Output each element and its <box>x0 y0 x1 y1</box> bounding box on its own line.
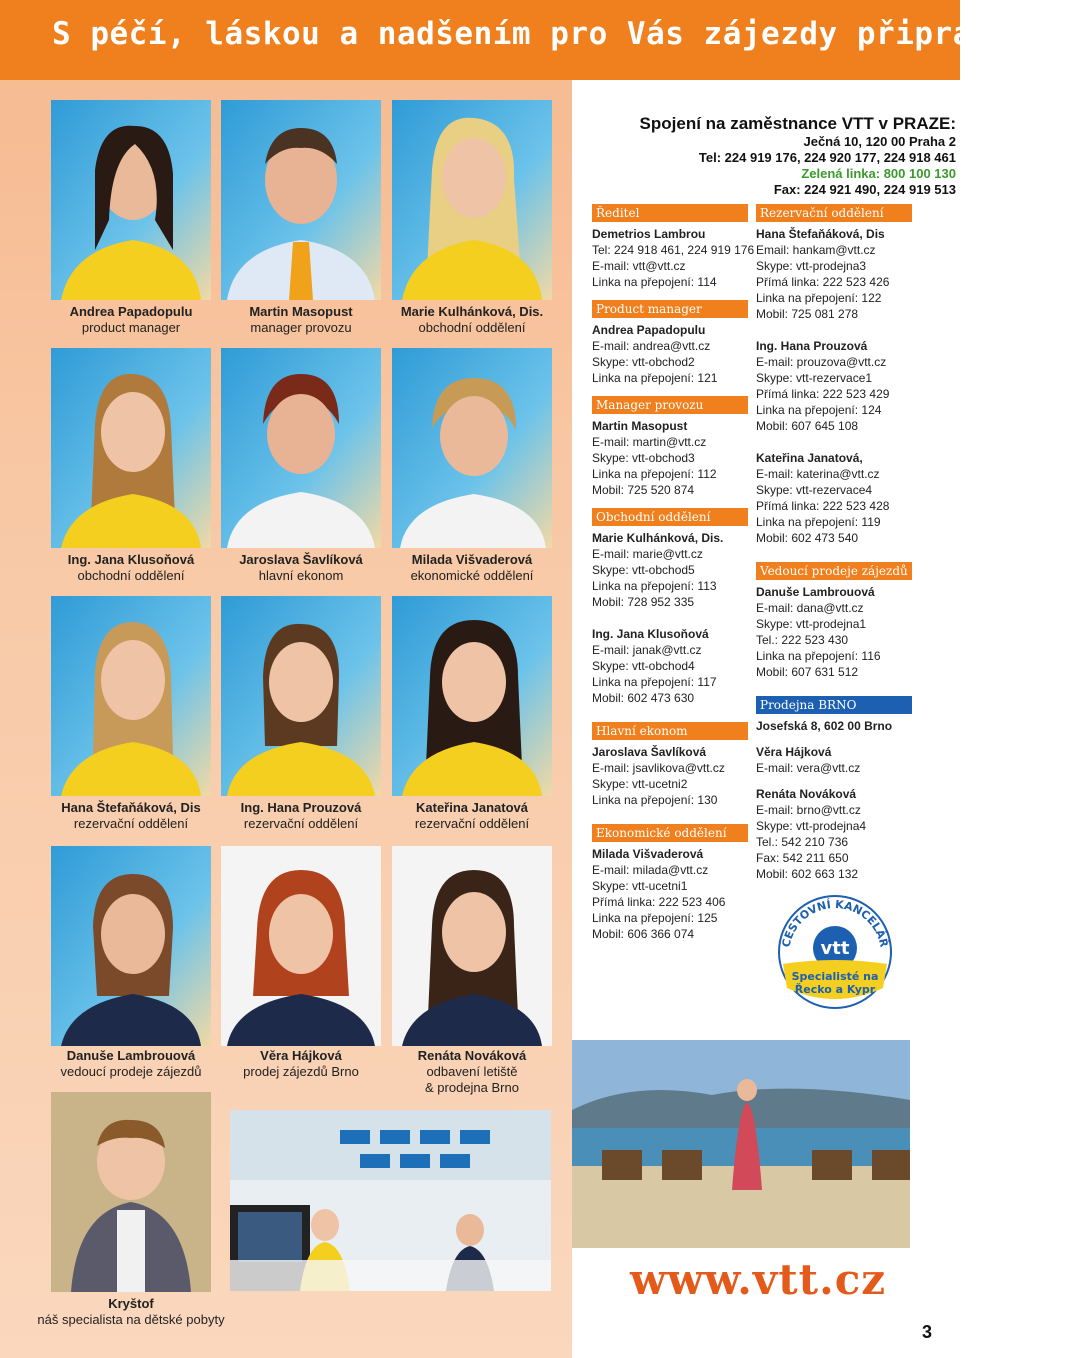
contact-line: Linka na přepojení: 130 <box>592 793 718 807</box>
contact-line: Skype: vtt-obchod2 <box>592 355 695 369</box>
contact-line: Skype: vtt-rezervace4 <box>756 483 873 497</box>
caption-katerina: Kateřina Janatová rezervační oddělení <box>414 800 530 831</box>
contact-line: E-mail: katerina@vtt.cz <box>756 467 880 481</box>
contact-line: Skype: vtt-ucetni1 <box>592 879 688 893</box>
contact-line: Fax: 542 211 650 <box>756 851 849 865</box>
contact-line: E-mail: prouzova@vtt.cz <box>756 355 887 369</box>
contact-line: Linka na přepojení: 124 <box>756 403 882 417</box>
contact-line: Skype: vtt-rezervace1 <box>756 371 873 385</box>
caption-renata: Renáta Nováková odbavení letiště & prodejna Brno <box>417 1048 527 1095</box>
contact-line: Mobil: 725 081 278 <box>756 307 859 321</box>
caption-martin: Martin Masopust manager provozu <box>249 304 353 335</box>
section-header-ekonomicke-oddeleni: Ekonomické oddělení <box>592 824 748 842</box>
contact-line: Marie Kulhánková, Dis. <box>592 531 724 545</box>
caption-krystof: Kryštof náš specialista na dětské pobyty <box>37 1296 225 1327</box>
contact-line: Kateřina Janatová, <box>756 451 863 465</box>
contacts-right-column <box>756 204 912 882</box>
photo-office-interior <box>230 1110 551 1291</box>
contact-line: Martin Masopust <box>592 419 688 433</box>
contact-line: Linka na přepojení: 121 <box>592 371 718 385</box>
photo-jana-klusonova <box>51 348 211 548</box>
contact-line: Tel.: 222 523 430 <box>756 633 849 647</box>
caption-marie: Marie Kulhánková, Dis. obchodní oddělení <box>400 304 544 335</box>
contact-line: Mobil: 607 645 108 <box>756 419 859 433</box>
contact-line: Mobil: 602 473 630 <box>592 691 695 705</box>
contact-line: Linka na přepojení: 113 <box>592 579 717 593</box>
photo-krystof <box>51 1092 211 1292</box>
photo-danuse-lambrouova <box>51 846 211 1046</box>
section-header-obchodni-oddeleni: Obchodní oddělení <box>592 508 748 526</box>
website-link[interactable]: www.vtt.cz <box>630 1255 887 1304</box>
contact-line: Přímá linka: 222 523 426 <box>756 275 890 289</box>
photo-vera-hajkova <box>221 846 381 1046</box>
section-header-reditel: Ředitel <box>592 204 748 222</box>
caption-jana: Ing. Jana Klusoňová obchodní oddělení <box>67 552 195 583</box>
caption-vera: Věra Hájková prodej zájezdů Brno <box>243 1048 359 1079</box>
contact-line: E-mail: milada@vtt.cz <box>592 863 709 877</box>
contact-line: Linka na přepojení: 117 <box>592 675 717 689</box>
photo-martin-masopust <box>221 100 381 300</box>
section-header-product-manager: Product manager <box>592 300 748 318</box>
contact-line: Mobil: 607 631 512 <box>756 665 859 679</box>
section-header-manager-provozu: Manager provozu <box>592 396 748 414</box>
contact-line: Jaroslava Šavlíková <box>592 745 707 759</box>
photo-marie-kulhankova <box>392 100 552 300</box>
contact-block <box>582 114 956 198</box>
page-header <box>0 0 1068 80</box>
contact-line: E-mail: jsavlikova@vtt.cz <box>592 761 725 775</box>
logo-arc-text: CESTOVNÍ KANCELÁŘ <box>779 897 891 949</box>
caption-jaroslava: Jaroslava Šavlíková hlavní ekonom <box>239 552 363 583</box>
contact-line: Danuše Lambrouová <box>756 585 875 599</box>
contact-line: Skype: vtt-obchod4 <box>592 659 695 673</box>
section-header-rezervacni-oddeleni: Rezervační oddělení <box>756 204 912 222</box>
contact-line: Ing. Jana Klusoňová <box>592 627 709 641</box>
contact-line: Linka na přepojení: 112 <box>592 467 717 481</box>
contact-line: E-mail: dana@vtt.cz <box>756 601 864 615</box>
photo-renata-novakova <box>392 846 552 1046</box>
contact-line: Skype: vtt-obchod3 <box>592 451 695 465</box>
photo-jaroslava-savlikova <box>221 348 381 548</box>
contact-line: Renáta Nováková <box>756 787 857 801</box>
contact-line: Linka na přepojení: 125 <box>592 911 718 925</box>
contact-line: Mobil: 606 366 074 <box>592 927 695 941</box>
contact-line: Věra Hájková <box>756 745 832 759</box>
contact-title: Spojení na zaměstnance VTT v PRAZE: <box>639 114 956 133</box>
contact-line: Mobil: 602 473 540 <box>756 531 859 545</box>
logo-brand: vtt <box>820 938 850 959</box>
contacts-left-column <box>592 204 755 942</box>
contact-line: Ing. Hana Prouzová <box>756 339 868 353</box>
section-header-vedouci-prodeje: Vedoucí prodeje zájezdů <box>756 562 912 580</box>
contact-line: E-mail: marie@vtt.cz <box>592 547 703 561</box>
logo-tagline-1: Specialisté na <box>791 970 879 983</box>
contact-line: Skype: vtt-ucetni2 <box>592 777 688 791</box>
contact-address: Ječná 10, 120 00 Praha 2 <box>803 134 956 149</box>
section-header-prodejna-brno: Prodejna BRNO <box>756 696 912 714</box>
contact-line: Mobil: 602 663 132 <box>756 867 859 881</box>
contact-line: Přímá linka: 222 523 406 <box>592 895 726 909</box>
contact-line: Demetrios Lambrou <box>592 227 706 241</box>
contact-line: Hana Štefaňáková, Dis <box>756 227 885 241</box>
photo-hana-prouzova <box>221 596 381 796</box>
page-title: S péčí, láskou a nadšením pro Vás zájezdy připravují: <box>52 16 1068 52</box>
caption-andrea: Andrea Papadopulu product manager <box>69 304 193 335</box>
contact-line: Josefská 8, 602 00 Brno <box>756 719 893 733</box>
section-header-hlavni-ekonom: Hlavní ekonom <box>592 722 748 740</box>
contact-fax: Fax: 224 921 490, 224 919 513 <box>773 182 956 197</box>
contact-line: Linka na přepojení: 116 <box>756 649 881 663</box>
contact-line: Milada Višvaderová <box>592 847 704 861</box>
contact-line: Přímá linka: 222 523 428 <box>756 499 890 513</box>
contact-line: Tel: 224 918 461, 224 919 176 <box>592 243 755 257</box>
contact-line: Linka na přepojení: 119 <box>756 515 881 529</box>
vtt-logo <box>775 892 895 1012</box>
contact-line: E-mail: brno@vtt.cz <box>756 803 861 817</box>
contact-line: Skype: vtt-obchod5 <box>592 563 695 577</box>
photo-hana-stefanakova <box>51 596 211 796</box>
contact-line: Skype: vtt-prodejna3 <box>756 259 867 273</box>
contact-green-line: Zelená linka: 800 100 130 <box>801 166 956 181</box>
contact-line: Skype: vtt-prodejna4 <box>756 819 867 833</box>
contact-line: Email: hankam@vtt.cz <box>756 243 876 257</box>
contact-line: Linka na přepojení: 114 <box>592 275 717 289</box>
contact-line: E-mail: vtt@vtt.cz <box>592 259 686 273</box>
logo-tagline-2: Řecko a Kypr <box>794 983 876 996</box>
photo-andrea-papadopulu <box>51 100 211 300</box>
contact-line: Přímá linka: 222 523 429 <box>756 387 890 401</box>
caption-hana-s: Hana Štefaňáková, Dis rezervační oddělení <box>61 800 201 831</box>
contact-line: E-mail: martin@vtt.cz <box>592 435 707 449</box>
page-number: 3 <box>922 1322 933 1342</box>
contact-line: Andrea Papadopulu <box>592 323 706 337</box>
caption-danuse: Danuše Lambrouová vedoucí prodeje zájezdů <box>60 1048 202 1079</box>
photo-katerina-janatova <box>392 596 552 796</box>
contact-line: E-mail: vera@vtt.cz <box>756 761 861 775</box>
contact-line: Mobil: 725 520 874 <box>592 483 695 497</box>
contact-line: Tel.: 542 210 736 <box>756 835 849 849</box>
photo-beach <box>572 1040 910 1248</box>
contact-line: Skype: vtt-prodejna1 <box>756 617 867 631</box>
contact-tel: Tel: 224 919 176, 224 920 177, 224 918 461 <box>698 150 956 165</box>
contact-line: E-mail: andrea@vtt.cz <box>592 339 711 353</box>
photo-milada-visvaderova <box>392 348 552 548</box>
contact-line: E-mail: janak@vtt.cz <box>592 643 702 657</box>
contact-line: Mobil: 728 952 335 <box>592 595 695 609</box>
caption-milada: Milada Višvaderová ekonomické oddělení <box>410 552 534 583</box>
caption-hana-p: Ing. Hana Prouzová rezervační oddělení <box>240 800 362 831</box>
contact-line: Linka na přepojení: 122 <box>756 291 882 305</box>
